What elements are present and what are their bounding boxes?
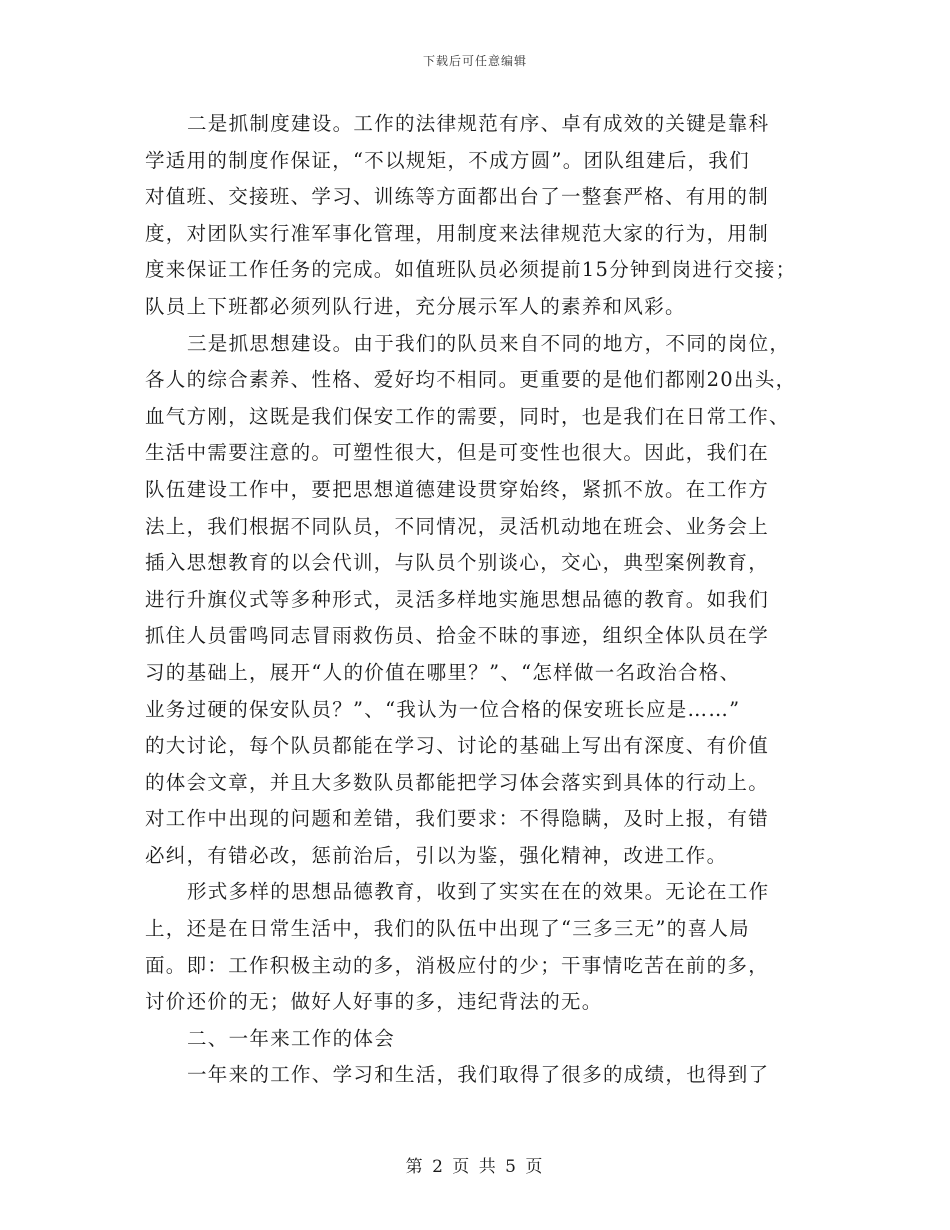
- paragraph-line: 二是抓制度建设。工作的法律规范有序、卓有成效的关键是靠科: [187, 112, 770, 135]
- paragraph-line: 讨价还价的无；做好人好事的多，违纪背法的无。: [145, 990, 603, 1014]
- paragraph-line: 习的基础上，展开“人的价值在哪里？”、“怎样做一名政治合格、: [145, 660, 741, 684]
- paragraph-line: 业务过硬的保安队员？”、“我认为一位合格的保安班长应是……”: [145, 697, 741, 721]
- paragraph-line: 度来保证工作任务的完成。如值班队员必须提前15分钟到岗进行交接；: [145, 258, 797, 282]
- paragraph-line: 对工作中出现的问题和差错，我们要求：不得隐瞒，及时上报，有错: [145, 807, 770, 831]
- paragraph-line: 法上，我们根据不同队员，不同情况，灵活机动地在班会、业务会上: [145, 514, 770, 538]
- paragraph-line: 三是抓思想建设。由于我们的队员来自不同的地方，不同的岗位，: [187, 331, 791, 355]
- paragraph-line: 上，还是在日常生活中，我们的队伍中出现了“三多三无”的喜人局: [145, 917, 750, 941]
- paragraph-line: 插入思想教育的以会代训，与队员个别谈心，交心，典型案例教育，: [145, 551, 770, 575]
- paragraph-line: 队伍建设工作中，要把思想道德建设贯穿始终，紧抓不放。在工作方: [145, 477, 770, 501]
- paragraph-line: 生活中需要注意的。可塑性很大，但是可变性也很大。因此，我们在: [145, 441, 770, 465]
- page-header: 下载后可任意编辑: [422, 54, 527, 68]
- paragraph-line: 的体会文章，并且大多数队员都能把学习体会落实到具体的行动上。: [145, 770, 770, 794]
- paragraph-line: 的大讨论，每个队员都能在学习、讨论的基础上写出有深度、有价值: [145, 734, 770, 758]
- document-body: [145, 106, 795, 1094]
- paragraph-line: 一年来的工作、学习和生活，我们取得了很多的成绩，也得到了: [187, 1063, 770, 1087]
- paragraph-line: 各人的综合素养、性格、爱好均不相同。更重要的是他们都刚20出头，: [145, 368, 797, 392]
- section-heading: 二、一年来工作的体会: [187, 1026, 396, 1050]
- paragraph-line: 进行升旗仪式等多种形式，灵活多样地实施思想品德的教育。如我们: [145, 587, 770, 611]
- paragraph-line: 度，对团队实行准军事化管理，用制度来法律规范大家的行为，用制: [145, 221, 770, 245]
- page-number: 第 2 页 共 5 页: [405, 1157, 545, 1177]
- paragraph-line: 学适用的制度作保证，“不以规矩，不成方圆”。团队组建后，我们: [145, 148, 750, 172]
- paragraph-line: 面。即：工作积极主动的多，消极应付的少；干事情吃苦在前的多，: [145, 953, 770, 977]
- paragraph-line: 抓住人员雷鸣同志冒雨救伤员、拾金不昧的事迹，组织全体队员在学: [145, 624, 770, 648]
- paragraph-line: 对值班、交接班、学习、训练等方面都出台了一整套严格、有用的制: [145, 185, 770, 209]
- paragraph-line: 形式多样的思想品德教育，收到了实实在在的效果。无论在工作: [187, 880, 770, 904]
- paragraph-line: 队员上下班都必须列队行进，充分展示军人的素养和风彩。: [145, 294, 686, 318]
- paragraph-line: 必纠，有错必改，惩前治后，引以为鉴，强化精神，改进工作。: [145, 843, 728, 867]
- paragraph-line: 血气方刚，这既是我们保安工作的需要，同时，也是我们在日常工作、: [145, 404, 790, 428]
